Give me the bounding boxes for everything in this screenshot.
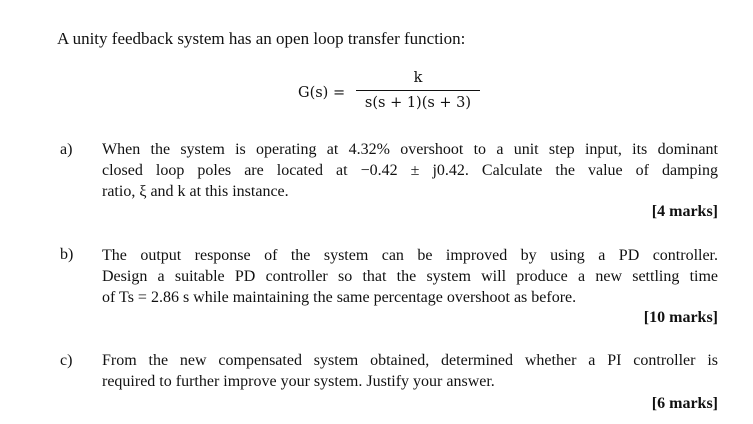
question-c-label: c) bbox=[60, 352, 73, 369]
question-b-line-1: The output response of the system can be improved by using a PD controller. bbox=[102, 247, 718, 264]
question-a-marks: [4 marks] bbox=[651, 203, 718, 220]
question-b-text bbox=[102, 245, 718, 308]
question-c-line-1: From the new compensated system obtained, determined whether a PI controller is bbox=[102, 352, 718, 369]
equation-denominator: s(s + 1)(s + 3) bbox=[364, 95, 472, 112]
equation-fraction bbox=[356, 68, 480, 115]
question-a-line-1: When the system is operating at 4.32% overshoot to a unit step input, its dominant bbox=[102, 141, 718, 158]
question-a-line-2: closed loop poles are located at −0.42 ± j0.42. Calculate the value of damping bbox=[102, 162, 718, 179]
question-c-marks: [6 marks] bbox=[651, 395, 718, 412]
question-a-label: a) bbox=[60, 141, 73, 158]
question-a-line-3: ratio, ξ and k at this instance. bbox=[102, 183, 289, 200]
question-b-line-3: of Ts = 2.86 s while maintaining the same percentage overshoot as before. bbox=[102, 289, 577, 306]
question-b-marks: [10 marks] bbox=[643, 309, 718, 326]
transfer-function-equation bbox=[298, 68, 488, 118]
question-a-text bbox=[102, 139, 718, 202]
question-c-line-2: required to further improve your system. Justify your answer. bbox=[102, 373, 495, 390]
equation-numerator: k bbox=[413, 70, 423, 86]
equation-lhs: G(s) = bbox=[298, 85, 346, 101]
question-c-text bbox=[102, 350, 718, 392]
intro-text: A unity feedback system has an open loop transfer function: bbox=[57, 29, 466, 48]
question-b-line-2: Design a suitable PD controller so that the system will produce a new settling time bbox=[102, 268, 718, 285]
question-b-label: b) bbox=[60, 246, 74, 263]
